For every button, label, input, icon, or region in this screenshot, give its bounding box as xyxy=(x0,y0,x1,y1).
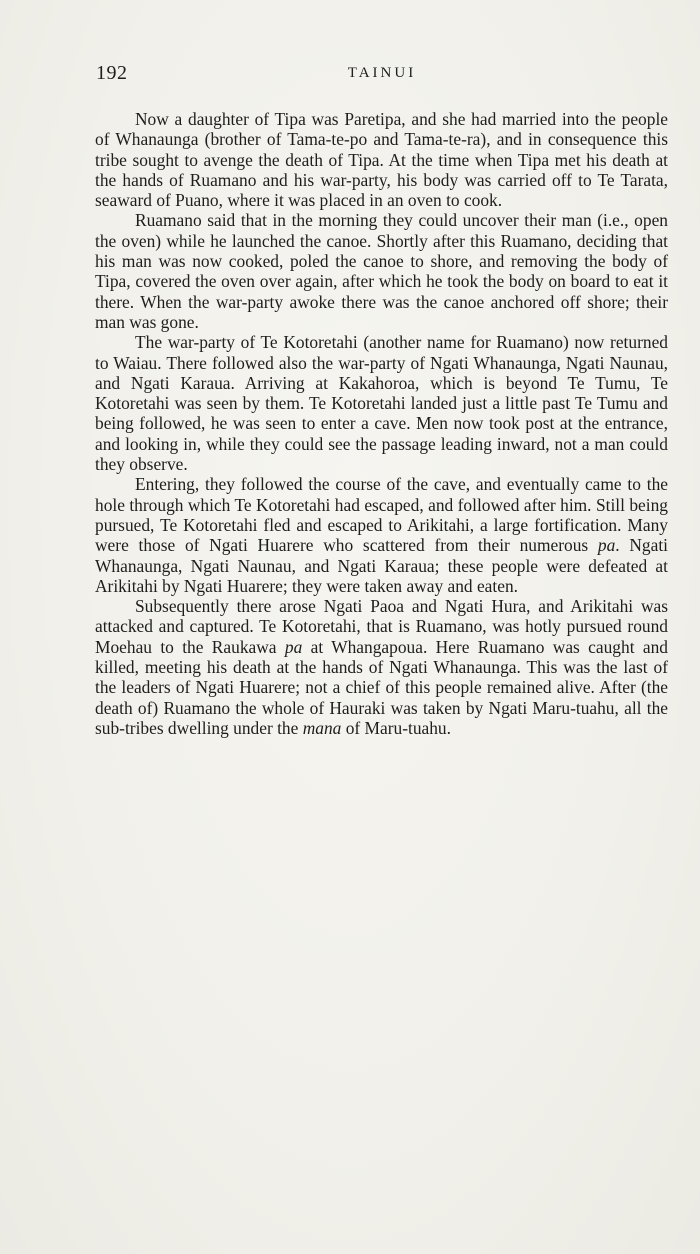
text-run: of Maru-tuahu. xyxy=(341,717,451,738)
body-text xyxy=(95,109,668,738)
page-header xyxy=(96,62,668,90)
paragraph xyxy=(95,596,668,738)
text-run: . Ngati Whanaunga, Ngati Naunau, and Ngati Karaua; these people were defeated at Arikitahi by Ngati Huarere; they were taken away and eaten. xyxy=(95,535,668,596)
page-number: 192 xyxy=(96,62,128,84)
italic-term: mana xyxy=(302,717,342,738)
text-run: The war-party of Te Kotoretahi (another name for Ruamano) now returned to Waiau. There followed also the war-party of Ngati Whanaunga, Ngati Naunau, and Ngati Karaua. Arriving at Kakahoroa, which is beyond Te Tumu, Te Kotoretahi was seen by them. Te Kotoretahi landed just a little past Te Tumu and being followed, he was seen to enter a cave. Men now took post at the entrance, and looking in, while they could see the passage leading inward, not a man could they observe. xyxy=(95,332,668,475)
text-run: Now a daughter of Tipa was Paretipa, and she had married into the people of Whanaunga (brother of Tama-te-po and Tama-te-ra), and in consequence this tribe sought to avenge the death of Tipa. At the time when Tipa met his death at the hands of Ruamano and his war-party, his body was carried off to Te Tarata, seaward of Puano, where it was placed in an oven to cook. xyxy=(95,109,668,211)
text-run: at Whangapoua. Here Ruamano was caught and killed, meeting his death at the hands of Ngati Whanaunga. This was the last of the leaders of Ngati Huarere; not a chief of this people remained alive. After (the death of) Ruamano the whole of Hauraki was taken by Ngati Maru-tuahu, all the sub-tribes dwelling under the xyxy=(95,636,668,738)
text-run: Entering, they followed the course of the cave, and eventually came to the hole through which Te Kotoretahi had escaped, and followed after him. Still being pursued, Te Kotoretahi fled and escaped to Arikitahi, a large fortification. Many were those of Ngati Huarere who scattered from their numerous xyxy=(95,474,668,556)
paragraph xyxy=(95,210,668,332)
paragraph xyxy=(95,332,668,474)
text-run: Ruamano said that in the morning they could uncover their man (i.e., open the oven) while he launched the canoe. Shortly after this Ruamano, deciding that his man was now cooked, poled the canoe to shore, and removing the body of Tipa, covered the oven over again, after which he took the body on board to eat it there. When the war-party awoke there was the canoe anchored off shore; their man was gone. xyxy=(95,210,668,332)
italic-term: pa xyxy=(597,535,616,556)
italic-term: pa xyxy=(284,636,303,657)
text-run: Subsequently there arose Ngati Paoa and Ngati Hura, and Arikitahi was attacked and captured. Te Kotoretahi, that is Ruamano, was hotly pursued round Moehau to the Raukawa xyxy=(95,596,668,657)
running-title: TAINUI xyxy=(347,65,417,81)
paragraph xyxy=(95,109,668,210)
paragraph xyxy=(95,474,668,596)
